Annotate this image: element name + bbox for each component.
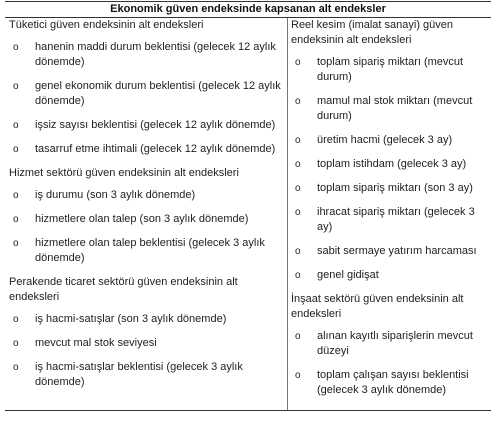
bullet-icon: o xyxy=(13,144,19,155)
bullet-icon: o xyxy=(295,331,301,342)
list-item-text: sabit sermaye yatırım harcaması xyxy=(317,245,477,257)
list-item xyxy=(291,205,491,235)
list-item-text: mamul mal stok miktarı (mevcut durum) xyxy=(317,95,473,122)
list-item xyxy=(291,181,491,196)
list-item-text: genel gidişat xyxy=(317,269,379,281)
consumer-section-heading: Tüketici güven endeksinin alt endeksleri xyxy=(9,19,204,31)
bullet-icon: o xyxy=(295,370,301,381)
bullet-icon: o xyxy=(13,314,19,325)
bullet-icon: o xyxy=(13,214,19,225)
bullet-icon: o xyxy=(295,207,301,218)
list-item-text: tasarruf etme ihtimali (gelecek 12 aylık dönemde) xyxy=(35,143,276,155)
list-item-text: mevcut mal stok seviyesi xyxy=(35,337,157,349)
bullet-icon: o xyxy=(13,238,19,249)
services-items-list xyxy=(9,188,287,266)
list-item-text: ihracat sipariş miktarı (gelecek 3 ay) xyxy=(317,206,475,233)
bullet-icon: o xyxy=(13,81,19,92)
industry-section-heading: Reel kesim (imalat sanayi) güven endeksinin alt endeksleri xyxy=(291,19,454,46)
list-item xyxy=(291,55,491,85)
construction-items-list xyxy=(291,329,491,398)
list-item-text: toplam sipariş miktarı (mevcut durum) xyxy=(317,56,464,83)
list-item xyxy=(9,312,287,327)
list-item xyxy=(9,142,287,157)
table-body xyxy=(5,18,491,410)
list-item xyxy=(9,360,287,390)
bullet-icon: o xyxy=(295,246,301,257)
list-item-text: toplam istihdam (gelecek 3 ay) xyxy=(317,158,467,170)
table-title: Ekonomik güven endeksinde kapsanan alt endeksler xyxy=(5,2,491,18)
list-item xyxy=(9,79,287,109)
consumer-items-list xyxy=(9,40,287,157)
list-item xyxy=(9,212,287,227)
list-item xyxy=(291,157,491,172)
bullet-icon: o xyxy=(13,120,19,131)
list-item-text: hizmetlere olan talep beklentisi (gelecek 3 aylık dönemde) xyxy=(35,237,265,264)
list-item-text: iş hacmi-satışlar beklentisi (gelecek 3 aylık dönemde) xyxy=(35,361,243,388)
list-item xyxy=(9,188,287,203)
left-column xyxy=(5,18,288,410)
retail-items-list xyxy=(9,312,287,390)
bullet-icon: o xyxy=(295,96,301,107)
list-item xyxy=(291,268,491,283)
right-column xyxy=(288,18,491,410)
bullet-icon: o xyxy=(295,270,301,281)
list-item-text: alınan kayıtlı siparişlerin mevcut düzeyi xyxy=(317,330,473,357)
construction-section-heading: İnşaat sektörü güven endeksinin alt endeksleri xyxy=(291,293,464,320)
services-section-heading: Hizmet sektörü güven endeksinin alt endeksleri xyxy=(9,167,239,179)
list-item xyxy=(9,336,287,351)
bullet-icon: o xyxy=(295,183,301,194)
list-item-text: genel ekonomik durum beklentisi (gelecek 12 aylık dönemde) xyxy=(35,80,281,107)
subindex-table xyxy=(5,1,491,411)
list-item xyxy=(291,244,491,259)
list-item-text: iş durumu (son 3 aylık dönemde) xyxy=(35,189,196,201)
list-item xyxy=(9,118,287,133)
list-item-text: hanenin maddi durum beklentisi (gelecek 12 aylık dönemde) xyxy=(35,41,276,68)
retail-section-heading: Perakende ticaret sektörü güven endeksinin alt endeksleri xyxy=(9,276,238,303)
list-item-text: üretim hacmi (gelecek 3 ay) xyxy=(317,134,453,146)
list-item xyxy=(291,133,491,148)
list-item xyxy=(291,94,491,124)
list-item-text: toplam sipariş miktarı (son 3 ay) xyxy=(317,182,473,194)
bullet-icon: o xyxy=(13,338,19,349)
bullet-icon: o xyxy=(295,135,301,146)
bullet-icon: o xyxy=(13,42,19,53)
list-item xyxy=(291,368,491,398)
list-item-text: işsiz sayısı beklentisi (gelecek 12 aylık dönemde) xyxy=(35,119,276,131)
list-item-text: toplam çalışan sayısı beklentisi (gelecek 3 aylık dönemde) xyxy=(317,369,469,396)
industry-items-list xyxy=(291,55,491,283)
list-item xyxy=(291,329,491,359)
bullet-icon: o xyxy=(295,159,301,170)
list-item xyxy=(9,40,287,70)
list-item-text: iş hacmi-satışlar (son 3 aylık dönemde) xyxy=(35,313,227,325)
list-item xyxy=(9,236,287,266)
list-item-text: hizmetlere olan talep (son 3 aylık dönemde) xyxy=(35,213,249,225)
bullet-icon: o xyxy=(13,362,19,373)
bullet-icon: o xyxy=(13,190,19,201)
bullet-icon: o xyxy=(295,57,301,68)
